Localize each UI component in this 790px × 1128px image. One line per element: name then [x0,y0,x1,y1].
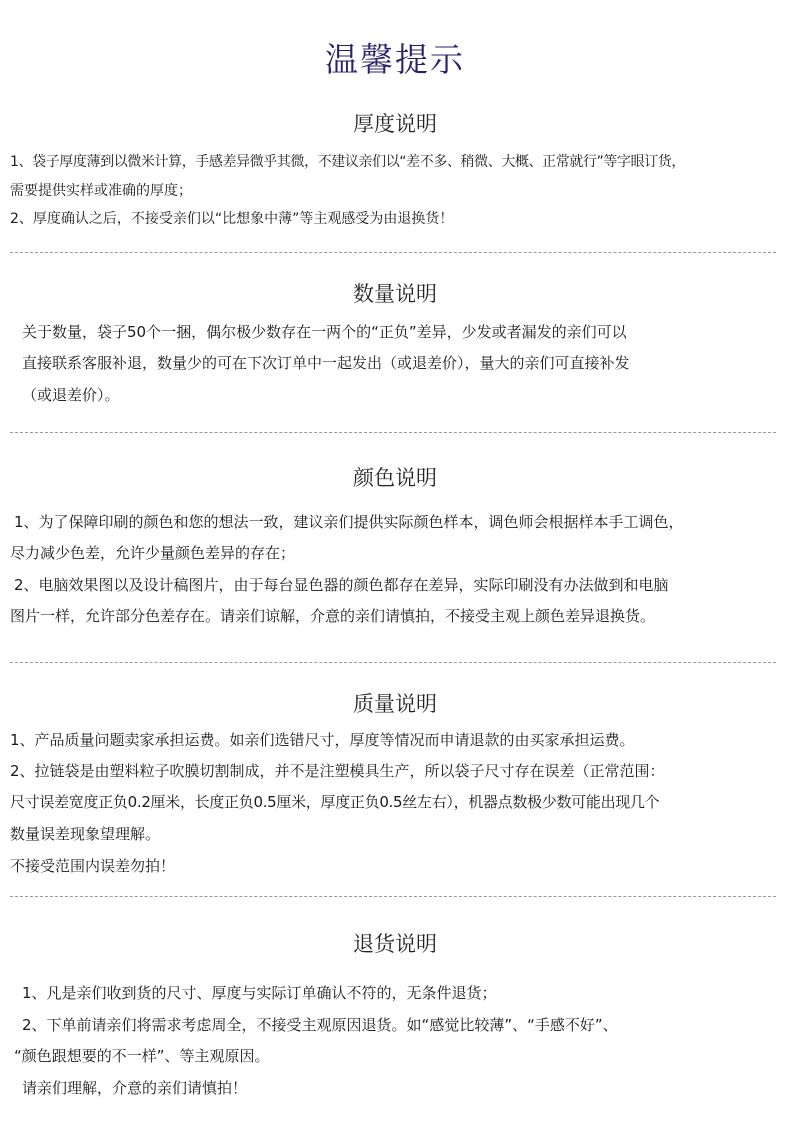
quantity-line-1: 关于数量，袋子50个一捆，偶尔极少数存在一两个的“正负”差异，少发或者漏发的亲们可以 [22,323,627,341]
color-line-1: 1、为了保障印刷的颜色和您的想法一致，建议亲们提供实际颜色样本，调色师会根据样本手工调色， [14,513,684,531]
section-divider [10,662,776,663]
color-line-2: 尽力减少色差，允许少量颜色差异的存在； [10,544,296,562]
returns-line-3: “颜色跟想要的不一样”、等主观原因。 [14,1047,270,1065]
section-title-quantity: 数量说明 [353,282,437,306]
section-divider [10,432,776,433]
quality-line-4: 数量误差现象望理解。 [10,825,161,843]
quantity-line-3: （或退差价）。 [22,386,120,404]
returns-line-4: 请亲们理解，介意的亲们请慎拍！ [22,1079,248,1097]
section-title-color: 颜色说明 [353,466,437,490]
returns-line-1: 1、凡是亲们收到货的尺寸、厚度与实际订单确认不符的，无条件退货； [22,984,497,1002]
page-title: 温馨提示 [325,40,465,79]
thickness-line-3: 2、厚度确认之后，不接受亲们以“比想象中薄”等主观感受为由退换货！ [10,211,454,227]
section-divider [10,252,776,253]
quality-line-1: 1、产品质量问题卖家承担运费。如亲们选错尺寸，厚度等情况而申请退款的由买家承担运费。 [10,731,635,749]
section-title-quality: 质量说明 [353,692,437,716]
quality-line-3: 尺寸误差宽度正负0.2厘米，长度正负0.5厘米，厚度正负0.5丝左右），机器点数极少数可能出现几个 [10,793,660,811]
section-title-thickness: 厚度说明 [353,112,437,136]
quantity-line-2: 直接联系客服补退，数量少的可在下次订单中一起发出（或退差价），量大的亲们可直接补发 [22,354,630,372]
thickness-line-1: 1、袋子厚度薄到以微米计算，手感差异微乎其微，不建议亲们以“差不多、稍微、大概、正常就行”等字眼订货， [10,154,686,170]
quality-line-5: 不接受范围内误差勿拍！ [10,857,176,875]
returns-line-2: 2、下单前请亲们将需求考虑周全，不接受主观原因退货。如“感觉比较薄”、“手感不好”、 [22,1016,618,1034]
color-line-4: 图片一样，允许部分色差存在。请亲们谅解，介意的亲们请慎拍，不接受主观上颜色差异退换货。 [10,607,656,625]
section-divider [10,896,776,897]
color-line-3: 2、电脑效果图以及设计稿图片，由于每台显色器的颜色都存在差异，实际印刷没有办法做到和电脑 [14,576,669,594]
section-title-returns: 退货说明 [353,932,437,956]
thickness-line-2: 需要提供实样或准确的厚度； [10,183,192,199]
quality-line-2: 2、拉链袋是由塑料粒子吹膜切割制成，并不是注塑模具生产，所以袋子尺寸存在误差（正常范围： [10,762,665,780]
